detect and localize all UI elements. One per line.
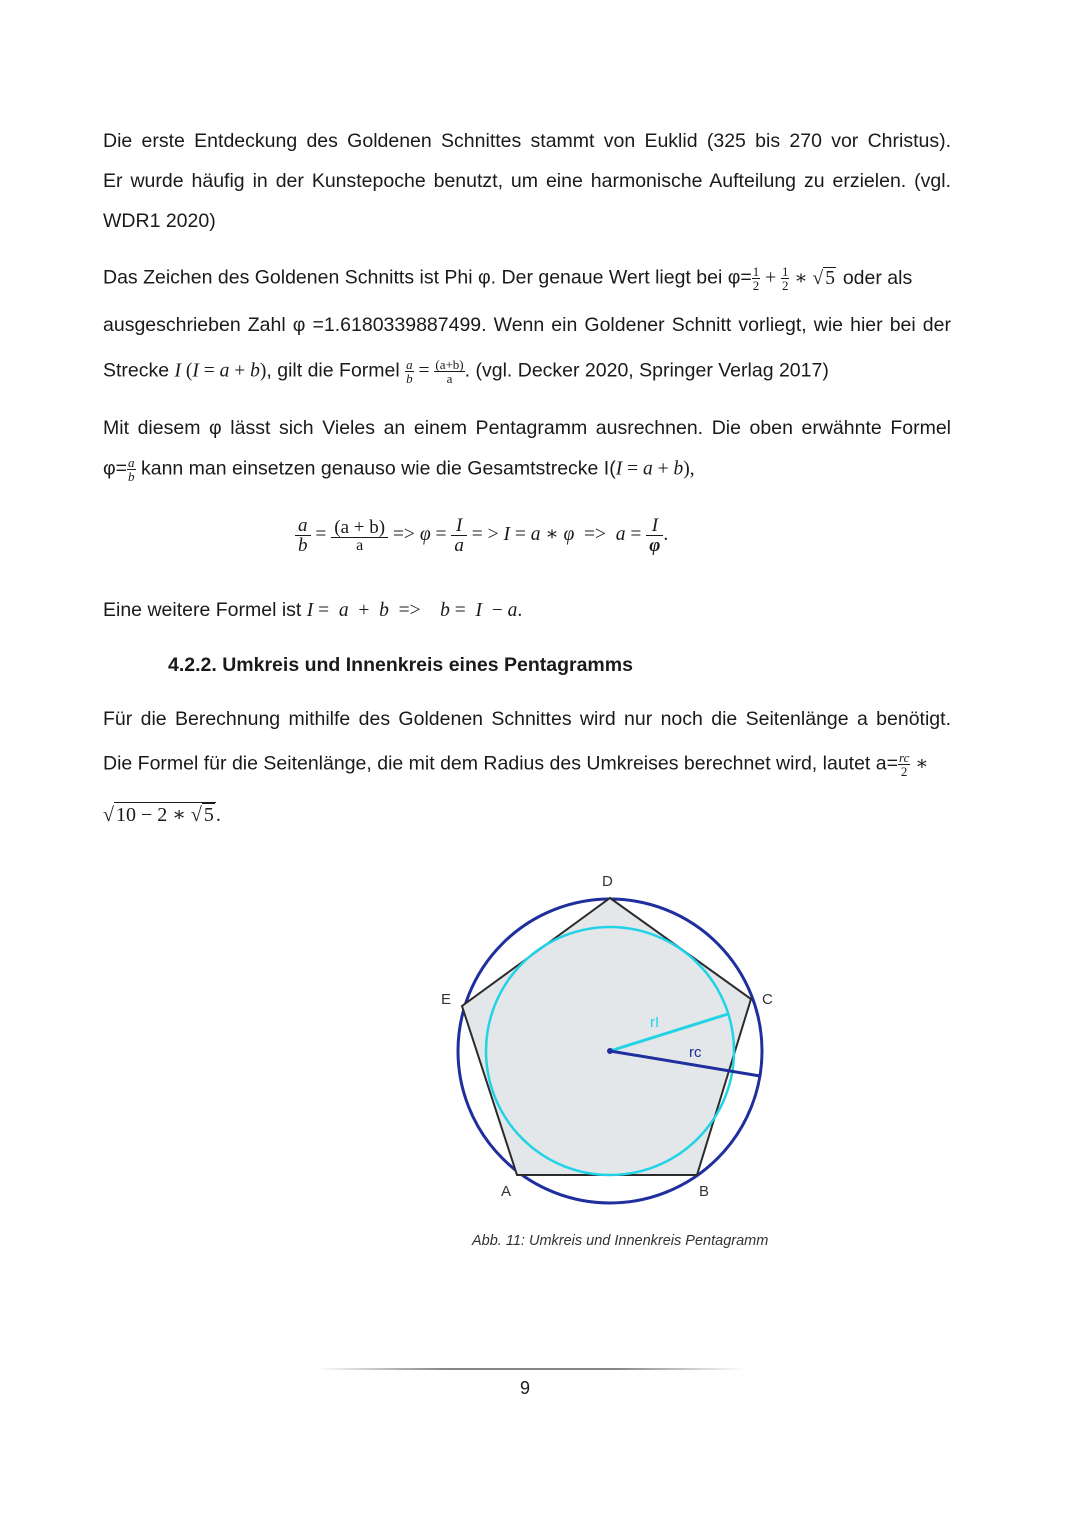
outer-radius-label: rc	[689, 1044, 702, 1061]
vertex-label-e: E	[441, 991, 452, 1008]
section-heading: 4.2.2. Umkreis und Innenkreis eines Pentagramms	[168, 654, 633, 676]
paragraph-3-line-1: Mit diesem φ lässt sich Vieles an einem Pentagramm ausrechnen. Die oben erwähnte Formel	[103, 417, 951, 439]
pentagon-figure	[430, 860, 790, 1210]
paragraph-1-line-3: WDR1 2020)	[103, 210, 216, 232]
figure-caption: Abb. 11: Umkreis und Innenkreis Pentagramm	[472, 1233, 769, 1249]
footer-rule	[315, 1368, 745, 1370]
center-point	[607, 1048, 613, 1054]
page-number: 9	[520, 1378, 531, 1398]
paragraph-4-line-1: Für die Berechnung mithilfe des Goldenen Schnittes wird nur noch die Seitenlänge a benötigt.	[103, 708, 951, 730]
vertex-label-c: C	[762, 991, 773, 1008]
paragraph-2-line-3: Strecke I (I = a + b), gilt die Formel $\frac{a}{b}$ = $\frac{(a+b)}{a}$ . (vgl. Decker 2020, Springer Verlag 2017)	[103, 357, 829, 386]
inner-radius-label: rI	[650, 1014, 660, 1031]
display-formula: $\frac{a}{b}$ = $\frac{(a + b)}{a}$ => φ = $\frac{I}{a}$ = > I = a ∗ φ => a = $\frac{I}{\varphi}$ .	[295, 516, 668, 555]
paragraph-3-line-2: φ= $\frac{a}{b}$ kann man einsetzen genauso wie die Gesamtstrecke I(I = a + b),	[103, 455, 695, 484]
paragraph-1-line-1: Die erste Entdeckung des Goldenen Schnittes stammt von Euklid (325 bis 270 vor Christus).	[103, 130, 951, 152]
vertex-label-b: B	[699, 1183, 710, 1200]
paragraph-4-line-2: Die Formel für die Seitenlänge, die mit dem Radius des Umkreises berechnet wird, lautet a= $\frac{rc}{2}$ ∗	[103, 750, 929, 779]
paragraph-2-line-1: Das Zeichen des Goldenen Schnitts ist Phi φ. Der genaue Wert liegt bei φ= $\frac{1}{2}$ + $\frac{1}{2}$ ∗ √ 5 oder als	[103, 264, 913, 293]
side-length-formula: √ 10 − 2 ∗ √ 5 .	[103, 804, 221, 826]
vertex-label-d: D	[602, 873, 613, 890]
vertex-label-a: A	[501, 1183, 512, 1200]
paragraph-2-line-2: ausgeschrieben Zahl φ =1.6180339887499. Wenn ein Goldener Schnitt vorliegt, wie hier bei der	[103, 314, 951, 336]
paragraph-1-line-2: Er wurde häufig in der Kunstepoche benutzt, um eine harmonische Aufteilung zu erzielen. (vgl.	[103, 170, 951, 192]
further-formula: Eine weitere Formel ist I = a + b => b = I − a.	[103, 599, 523, 621]
